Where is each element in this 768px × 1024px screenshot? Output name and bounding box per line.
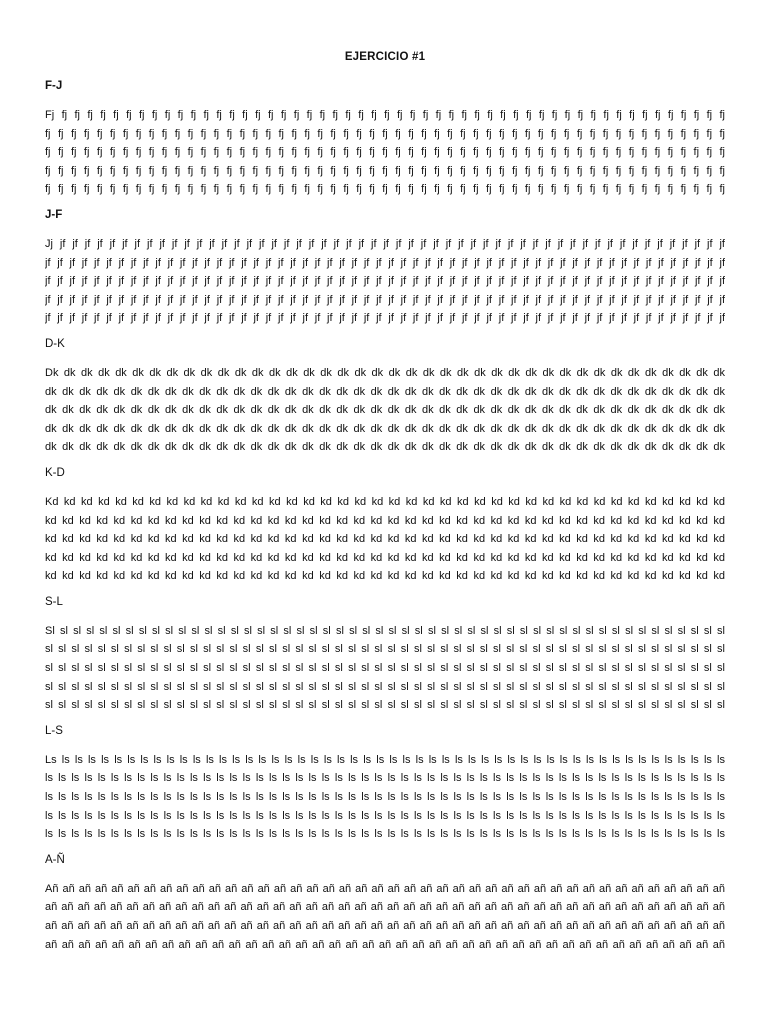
drill-line: sl sl sl sl sl sl sl sl sl sl sl sl sl sl sl sl sl sl sl sl sl sl sl sl sl sl sl sl sl sl sl sl sl sl sl sl sl sl sl sl sl sl sl sl sl sl sl sl sl sl sl sl [45,680,725,693]
drill-line: kd kd kd kd kd kd kd kd kd kd kd kd kd kd kd kd kd kd kd kd kd kd kd kd kd kd kd kd kd kd kd kd kd kd kd kd kd kd kd kd [45,514,725,527]
drill-line: añ añ añ añ añ añ añ añ añ añ añ añ añ añ añ añ añ añ añ añ añ añ añ añ añ añ añ añ añ añ añ añ añ añ añ añ añ añ añ añ añ añ [45,920,725,932]
drill-line: kd kd kd kd kd kd kd kd kd kd kd kd kd kd kd kd kd kd kd kd kd kd kd kd kd kd kd kd kd kd kd kd kd kd kd kd kd kd kd kd [45,570,725,583]
drill-line: sl sl sl sl sl sl sl sl sl sl sl sl sl sl sl sl sl sl sl sl sl sl sl sl sl sl sl sl sl sl sl sl sl sl sl sl sl sl sl sl sl sl sl sl sl sl sl sl sl sl sl sl [45,643,725,656]
drill-line: dk dk dk dk dk dk dk dk dk dk dk dk dk dk dk dk dk dk dk dk dk dk dk dk dk dk dk dk dk dk dk dk dk dk dk dk dk dk dk dk [45,404,725,417]
drill-line: ls ls ls ls ls ls ls ls ls ls ls ls ls ls ls ls ls ls ls ls ls ls ls ls ls ls ls ls ls ls ls ls ls ls ls ls ls ls ls ls ls ls ls ls ls ls ls ls ls ls ls ls [45,791,725,804]
drill-block [45,235,725,328]
drill-block [45,106,725,199]
drill-section [45,594,725,715]
drill-line: dk dk dk dk dk dk dk dk dk dk dk dk dk dk dk dk dk dk dk dk dk dk dk dk dk dk dk dk dk dk dk dk dk dk dk dk dk dk dk dk [45,385,725,398]
drill-line: ls ls ls ls ls ls ls ls ls ls ls ls ls ls ls ls ls ls ls ls ls ls ls ls ls ls ls ls ls ls ls ls ls ls ls ls ls ls ls ls ls ls ls ls ls ls ls ls ls ls ls ls [45,809,725,822]
drill-block [45,880,725,954]
drill-line: Jj jf jf jf jf jf jf jf jf jf jf jf jf jf jf jf jf jf jf jf jf jf jf jf jf jf jf jf jf jf jf jf jf jf jf jf jf jf jf jf jf jf jf jf jf jf jf jf jf jf jf jf jf jf jf [45,237,725,250]
document-page [45,48,725,962]
drill-line: ls ls ls ls ls ls ls ls ls ls ls ls ls ls ls ls ls ls ls ls ls ls ls ls ls ls ls ls ls ls ls ls ls ls ls ls ls ls ls ls ls ls ls ls ls ls ls ls ls ls ls ls [45,772,725,785]
drill-line: jf jf jf jf jf jf jf jf jf jf jf jf jf jf jf jf jf jf jf jf jf jf jf jf jf jf jf jf jf jf jf jf jf jf jf jf jf jf jf jf jf jf jf jf jf jf jf jf jf jf jf jf jf jf jf jf [45,275,725,288]
drill-section [45,78,725,199]
section-heading: A-Ñ [45,853,65,866]
drill-line: Sl sl sl sl sl sl sl sl sl sl sl sl sl sl sl sl sl sl sl sl sl sl sl sl sl sl sl sl sl sl sl sl sl sl sl sl sl sl sl sl sl sl sl sl sl sl sl sl sl sl sl sl [45,624,725,637]
drill-line: jf jf jf jf jf jf jf jf jf jf jf jf jf jf jf jf jf jf jf jf jf jf jf jf jf jf jf jf jf jf jf jf jf jf jf jf jf jf jf jf jf jf jf jf jf jf jf jf jf jf jf jf jf jf jf jf [45,293,725,306]
drill-line: sl sl sl sl sl sl sl sl sl sl sl sl sl sl sl sl sl sl sl sl sl sl sl sl sl sl sl sl sl sl sl sl sl sl sl sl sl sl sl sl sl sl sl sl sl sl sl sl sl sl sl sl [45,699,725,712]
drill-block [45,364,725,457]
drill-line: Añ añ añ añ añ añ añ añ añ añ añ añ añ añ añ añ añ añ añ añ añ añ añ añ añ añ añ añ añ añ añ añ añ añ añ añ añ añ añ añ añ añ [45,882,725,895]
drill-line: ls ls ls ls ls ls ls ls ls ls ls ls ls ls ls ls ls ls ls ls ls ls ls ls ls ls ls ls ls ls ls ls ls ls ls ls ls ls ls ls ls ls ls ls ls ls ls ls ls ls ls ls [45,828,725,841]
drill-line: dk dk dk dk dk dk dk dk dk dk dk dk dk dk dk dk dk dk dk dk dk dk dk dk dk dk dk dk dk dk dk dk dk dk dk dk dk dk dk dk [45,422,725,435]
exercise-sections [45,78,725,954]
drill-section [45,723,725,844]
drill-section [45,852,725,954]
drill-line: fj fj fj fj fj fj fj fj fj fj fj fj fj fj fj fj fj fj fj fj fj fj fj fj fj fj fj fj fj fj fj fj fj fj fj fj fj fj fj fj fj fj fj fj fj fj fj fj fj fj fj fj fj [45,164,725,177]
drill-line: fj fj fj fj fj fj fj fj fj fj fj fj fj fj fj fj fj fj fj fj fj fj fj fj fj fj fj fj fj fj fj fj fj fj fj fj fj fj fj fj fj fj fj fj fj fj fj fj fj fj fj fj fj [45,146,725,159]
drill-section [45,207,725,328]
drill-line: fj fj fj fj fj fj fj fj fj fj fj fj fj fj fj fj fj fj fj fj fj fj fj fj fj fj fj fj fj fj fj fj fj fj fj fj fj fj fj fj fj fj fj fj fj fj fj fj fj fj fj fj fj [45,127,725,140]
drill-line: Kd kd kd kd kd kd kd kd kd kd kd kd kd kd kd kd kd kd kd kd kd kd kd kd kd kd kd kd kd kd kd kd kd kd kd kd kd kd kd kd [45,495,725,508]
drill-line: Fj fj fj fj fj fj fj fj fj fj fj fj fj fj fj fj fj fj fj fj fj fj fj fj fj fj fj fj fj fj fj fj fj fj fj fj fj fj fj fj fj fj fj fj fj fj fj fj fj fj fj fj fj [45,109,725,121]
drill-block [45,493,725,586]
drill-line: Dk dk dk dk dk dk dk dk dk dk dk dk dk dk dk dk dk dk dk dk dk dk dk dk dk dk dk dk dk dk dk dk dk dk dk dk dk dk dk dk [45,366,725,379]
drill-block [45,751,725,844]
section-heading: K-D [45,466,65,479]
drill-block [45,622,725,715]
page-title: EJERCICIO #1 [344,51,426,63]
drill-line: Ls ls ls ls ls ls ls ls ls ls ls ls ls ls ls ls ls ls ls ls ls ls ls ls ls ls ls ls ls ls ls ls ls ls ls ls ls ls ls ls ls ls ls ls ls ls ls ls ls ls ls ls [45,753,725,766]
drill-line: kd kd kd kd kd kd kd kd kd kd kd kd kd kd kd kd kd kd kd kd kd kd kd kd kd kd kd kd kd kd kd kd kd kd kd kd kd kd kd kd [45,533,725,546]
drill-line: añ añ añ añ añ añ añ añ añ añ añ añ añ añ añ añ añ añ añ añ añ añ añ añ añ añ añ añ añ añ añ añ añ añ añ añ añ añ añ añ añ [45,938,725,951]
drill-line: jf jf jf jf jf jf jf jf jf jf jf jf jf jf jf jf jf jf jf jf jf jf jf jf jf jf jf jf jf jf jf jf jf jf jf jf jf jf jf jf jf jf jf jf jf jf jf jf jf jf jf jf jf jf jf jf [45,312,725,325]
drill-section [45,336,725,457]
drill-section [45,465,725,586]
drill-line: dk dk dk dk dk dk dk dk dk dk dk dk dk dk dk dk dk dk dk dk dk dk dk dk dk dk dk dk dk dk dk dk dk dk dk dk dk dk dk dk [45,441,725,454]
section-heading: D-K [45,337,65,350]
drill-line: sl sl sl sl sl sl sl sl sl sl sl sl sl sl sl sl sl sl sl sl sl sl sl sl sl sl sl sl sl sl sl sl sl sl sl sl sl sl sl sl sl sl sl sl sl sl sl sl sl sl sl sl [45,662,725,675]
section-heading: S-L [45,595,63,608]
section-heading: J-F [45,208,63,221]
drill-line: jf jf jf jf jf jf jf jf jf jf jf jf jf jf jf jf jf jf jf jf jf jf jf jf jf jf jf jf jf jf jf jf jf jf jf jf jf jf jf jf jf jf jf jf jf jf jf jf jf jf jf jf jf jf jf jf [45,256,725,269]
section-heading: L-S [45,724,63,737]
drill-line: añ añ añ añ añ añ añ añ añ añ añ añ añ añ añ añ añ añ añ añ añ añ añ añ añ añ añ añ añ añ añ añ añ añ añ añ añ añ añ añ añ añ [45,901,725,914]
drill-line: fj fj fj fj fj fj fj fj fj fj fj fj fj fj fj fj fj fj fj fj fj fj fj fj fj fj fj fj fj fj fj fj fj fj fj fj fj fj fj fj fj fj fj fj fj fj fj fj fj fj fj fj fj [45,183,725,196]
drill-line: kd kd kd kd kd kd kd kd kd kd kd kd kd kd kd kd kd kd kd kd kd kd kd kd kd kd kd kd kd kd kd kd kd kd kd kd kd kd kd kd [45,551,725,564]
section-heading: F-J [45,80,63,92]
